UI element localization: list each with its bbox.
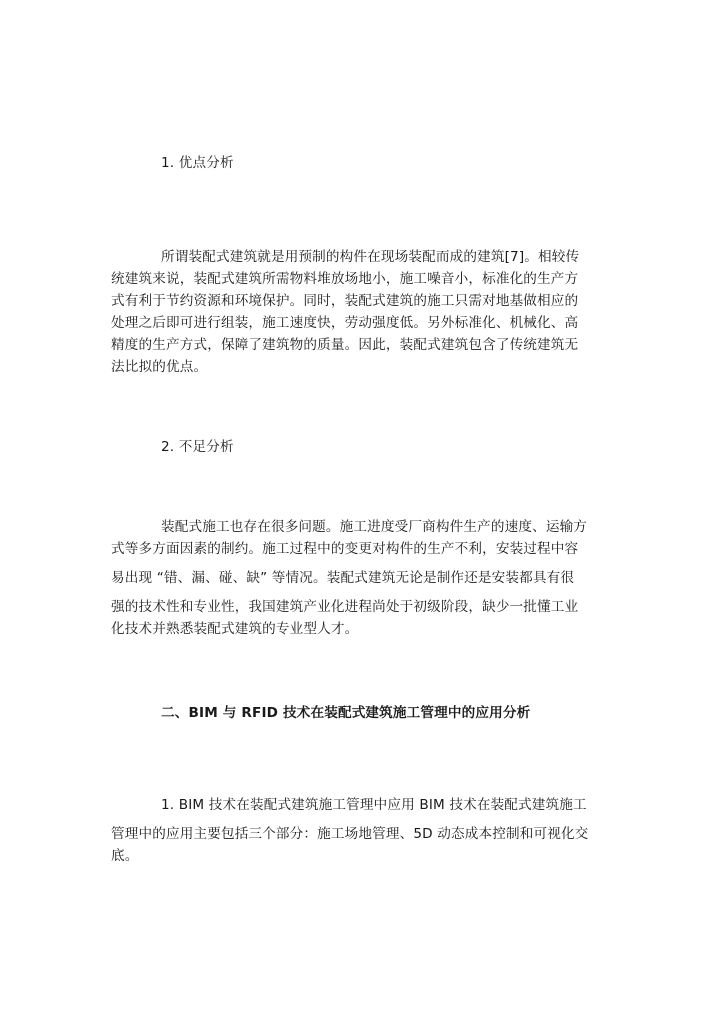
paragraph-line: 1. BIM 技术在装配式建筑施工管理中应用 BIM 技术在装配式建筑施工 [161, 797, 587, 813]
paragraph-line: 强的技术性和专业性，我国建筑产业化进程尚处于初级阶段，缺少一批懂工业 [111, 599, 579, 615]
section-heading-shortcomings [111, 436, 611, 458]
paragraph-line: 底。 [111, 848, 139, 864]
heading-text: 1. 优点分析 [161, 155, 234, 171]
paragraph-line: 管理中的应用主要包括三个部分：施工场地管理、5D 动态成本控制和可视化交 [111, 826, 589, 842]
paragraph-advantages [111, 246, 611, 378]
paragraph-bim [111, 794, 611, 867]
chapter-heading [111, 702, 611, 724]
paragraph-line: 统建筑来说，装配式建筑所需物料堆放场地小，施工噪音小，标准化的生产方 [111, 271, 579, 287]
section-heading-advantages [111, 152, 611, 174]
paragraph-line: 式有利于节约资源和环境保护。同时，装配式建筑的施工只需对地基做相应的 [111, 293, 579, 309]
paragraph-shortcomings [111, 516, 611, 640]
paragraph-line: 装配式施工也存在很多问题。施工进度受厂商构件生产的速度、运输方 [161, 519, 588, 535]
paragraph-line: 式等多方面因素的制约。施工过程中的变更对构件的生产不利，安装过程中容 [111, 541, 579, 557]
paragraph-line: 化技术并熟悉装配式建筑的专业型人才。 [111, 621, 359, 637]
heading-text: 2. 不足分析 [161, 439, 234, 455]
heading-text: 二、BIM 与 RFID 技术在装配式建筑施工管理中的应用分析 [161, 705, 531, 721]
paragraph-line: 易出现 “错、漏、碰、缺” 等情况。装配式建筑无论是制作还是安装都具有很 [111, 570, 575, 586]
paragraph-line: 所谓装配式建筑就是用预制的构件在现场装配而成的建筑[7]。相较传 [161, 249, 580, 265]
paragraph-line: 法比拟的优点。 [111, 359, 208, 375]
paragraph-line: 精度的生产方式，保障了建筑物的质量。因此，装配式建筑包含了传统建筑无 [111, 337, 579, 353]
paragraph-line: 处理之后即可进行组装，施工速度快，劳动强度低。另外标准化、机械化、高 [111, 315, 579, 331]
